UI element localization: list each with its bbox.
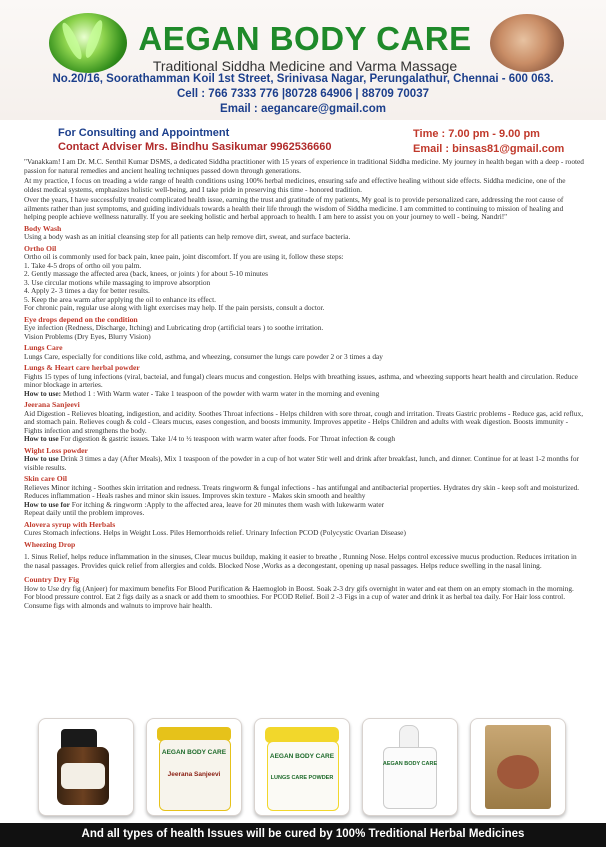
leaf-logo-icon	[49, 13, 127, 73]
phone-numbers: Cell : 766 7333 776 |80728 64906 | 88709 70037	[177, 88, 429, 100]
footer-text: And all types of health Issues will be cured by 100% Treditional Herbal Medicines	[81, 828, 525, 840]
section-text: 1. Sinus Relief, helps reduce inflammation in the sinuses, Clear mucus buildup, making it easier to breathe , Running Nose. Helps control excessive mucus production. Reduces irritation in the nasal passages. Provides quick relief from allergies and colds. Blocked Nose ,Works as a decongestant, opening up nasal passages. Helps reduce swelling in the nasal lining.	[24, 552, 577, 570]
section-text: Aid Digestion - Relieves bloating, indigestion, and acidity. Soothes Throat infections - Helps children with sore throat, cough and irritation. Treats Gastric problems - Reduce gas, acid reflux, and stomach pain. Relieves cough & cold - Clears mucus, eases congestion, and boosts immunity. Improves appetite - Helps Children and adults with weak digestion. Boosts immunity - Fights infection and strengthens the body.	[24, 408, 584, 435]
massage-photo-icon	[490, 14, 564, 72]
adviser-email: Email : binsas81@gmail.com	[413, 143, 565, 155]
section-title: Eye drops depend on the condition	[24, 314, 138, 324]
consulting-label: For Consulting and Appointment	[58, 127, 230, 139]
product-jar-lungs	[254, 718, 350, 816]
brand-title: AEGAN BODY CARE	[138, 20, 472, 57]
section-title: Jeerana Sanjeevi	[24, 400, 80, 409]
intro-paragraph: Over the years, I have successfully treated complicated health issue, earning the trust and gratitude of my patients, My goal is to provide personalized care, addressing the root cause of ailments rather than just symptoms, and guiding individuals towards a health their life through the wisdom of Siddha medicine. I am committed to continuing to mission of healing and helping people achieve wellness naturally. If you are seeking holistic and herbal approach to health. I am here to assist you on your journey to well - being. Nandri!"	[24, 195, 564, 221]
list-item: 3. Use circular motions while massaging to improve absorption	[24, 277, 211, 287]
section-title: Wheezing Drop	[24, 539, 76, 549]
how-to-use-label: How to use:	[24, 388, 62, 398]
product-brand-label: AEGAN BODY CARE	[161, 749, 227, 756]
email-address: Email : aegancare@gmail.com	[220, 103, 386, 115]
how-to-use-text: For itching & ringworm :Apply to the affected area, leave for 20 minutes them wash with lukewarm water	[69, 499, 385, 509]
product-jar-jeerana	[146, 718, 242, 816]
intro-paragraph: "Vanakkam! I am Dr. M.C. Senthil Kumar DSMS, a dedicated Siddha practitioner with 15 years of experience in traditional Siddha medicine. My journey in health began with a deep - rooted passion for natural remedies and ancient healing techniques passed down through generations.	[24, 157, 584, 175]
section-text: Cures Stomach infections. Helps in Weight Loss. Piles Hemorrhoids relief. Urinary Infection PCOD (Polycystic Ovarian Disease)	[24, 528, 406, 537]
contact-adviser: Contact Adviser Mrs. Bindhu Sasikumar 9962536660	[58, 141, 332, 153]
section-text: Using a body wash as an initial cleansing step for all patients can help remove dirt, sweat, and surface bacteria.	[24, 232, 351, 241]
section-title: Wight Loss powder	[24, 445, 88, 455]
brand-subtitle: Traditional Siddha Medicine and Varma Massage	[152, 58, 458, 74]
list-item: Vision Problems (Dry Eyes, Blurry Vision)	[24, 331, 151, 341]
section-title: Lungs & Heart care herbal powder	[24, 363, 140, 372]
how-to-use-text: Drink 3 times a day (After Meals), Mix 1 teaspoon of the powder in a cup of hot water Stir well and drink after breakfast, lunch, and dinner. Continue for at least 1-2 months for visible results.	[24, 454, 579, 472]
consult-time: Time : 7.00 pm - 9.00 pm	[413, 128, 540, 140]
how-to-use	[24, 435, 584, 444]
how-to-use-label: How to use for	[24, 499, 70, 509]
section-text: Fights 15 types of lung infections (viral, bacteial, and fungal) clears mucus and congestion. Helps with breathing issues, asthma, and wheezing supports heart health and circulation. Reduce minor blockage in arteries.	[24, 371, 578, 389]
list-item: 4. Apply 2- 3 times a day for better results.	[24, 286, 150, 295]
how-to-use-text: Method 1 : With Warm water - Take 1 teaspoon of the powder with warm water in the morning and evening	[61, 388, 380, 398]
how-to-use-label: How to use	[24, 434, 59, 443]
section-title: Ortho Oil	[24, 243, 57, 253]
product-pouch	[470, 718, 566, 816]
product-name-label: LUNGS CARE POWDER	[270, 775, 334, 781]
section-text: How to Use dry fig (Anjeer) for maximum benefits For Blood Purification & Haemoglob in Boost. Soak 2-3 dry gifs overnight in water and eat them on an empty stomach in the morning. For blood pressure control. Eat 2 figs daily as a snack or add them to smoothies. For PCOD Relief. Boil 2 -3 Figs in a cup of water and drink it as herbal tea daily. For Hair loss control. Consume figs with almonds and walnuts to improve hair health.	[24, 583, 574, 610]
list-item: 2. Gently massage the affected area (back, knees, or joints ) for about 5-10 minutes	[24, 269, 268, 278]
section-title: Skin care Oil	[24, 474, 67, 483]
section-title: Alovera syrup with Herbals	[24, 519, 116, 529]
list-item: 1. Take 4-5 drops of ortho oil you palm.	[24, 260, 142, 270]
section-text: Lungs Care, especially for conditions like cold, asthma, and wheezing, consumer the lungs care powder 2 or 3 times a day	[24, 351, 383, 361]
section-text: Relieves Minor itching - Soothes skin irritation and redness. Treats ringworm & fungal infections - has antifungal and antibacterial properties. Hydrates dry skin - keep soft and moisturized. Reduces inflammation - Heals rashes and minor skin issues. Improves skin texture - Makes skin smooth and healthy	[24, 482, 580, 500]
header	[0, 0, 606, 120]
body-text	[24, 158, 584, 610]
how-to-use	[24, 455, 584, 472]
how-to-use	[24, 390, 584, 399]
list-item: Ortho oil is commonly used for back pain, knee pain, joint discomfort. If you are using it, follow these steps:	[24, 252, 344, 261]
address: No.20/16, Soorathamman Koil 1st Street, Srinivasa Nagar, Perungalathur, Chennai - 600 063.	[52, 73, 554, 85]
intro-paragraph: At my practice, I focus on treading a wide range of health conditions using 100% herbal medicines, ensuring safe and effective healing without side effects. Siddha medicine, one of the oldest medical systems, emphasizes holistic well-being, and I take pride in preserving this time - honored tradition.	[24, 176, 566, 194]
list-item: For chronic pain, regular use along with light exercises may help. If the pain persists, consult a doctor.	[24, 303, 325, 312]
product-strip	[38, 718, 568, 818]
section-title: Lungs Care	[24, 343, 63, 352]
product-brand-label: AEGAN BODY CARE	[269, 753, 335, 760]
product-name-label: Jeerana Sanjeevi	[167, 771, 221, 778]
section-text: Repeat daily until the problem improves.	[24, 508, 145, 517]
footer-banner	[0, 823, 606, 847]
list-item: Eye infection (Redness, Discharge, Itching) and Lubricating drop (artificial tears ) to soothe irritation.	[24, 323, 324, 332]
section-title: Body Wash	[24, 223, 62, 233]
product-bottle-oil	[38, 718, 134, 816]
product-dropper-bottle	[362, 718, 458, 816]
how-to-use-label: How to use	[24, 454, 59, 463]
how-to-use-text: For digestion & gastric issues. Take 1/4 to ½ teaspoon with warm water after foods. For Throat infection & cough	[58, 434, 396, 443]
list-item: 5. Keep the area warm after applying the oil to enhance its effect.	[24, 294, 216, 304]
section-title: Country Dry Fig	[24, 575, 80, 584]
product-brand-label: AEGAN BODY CARE	[382, 761, 438, 767]
